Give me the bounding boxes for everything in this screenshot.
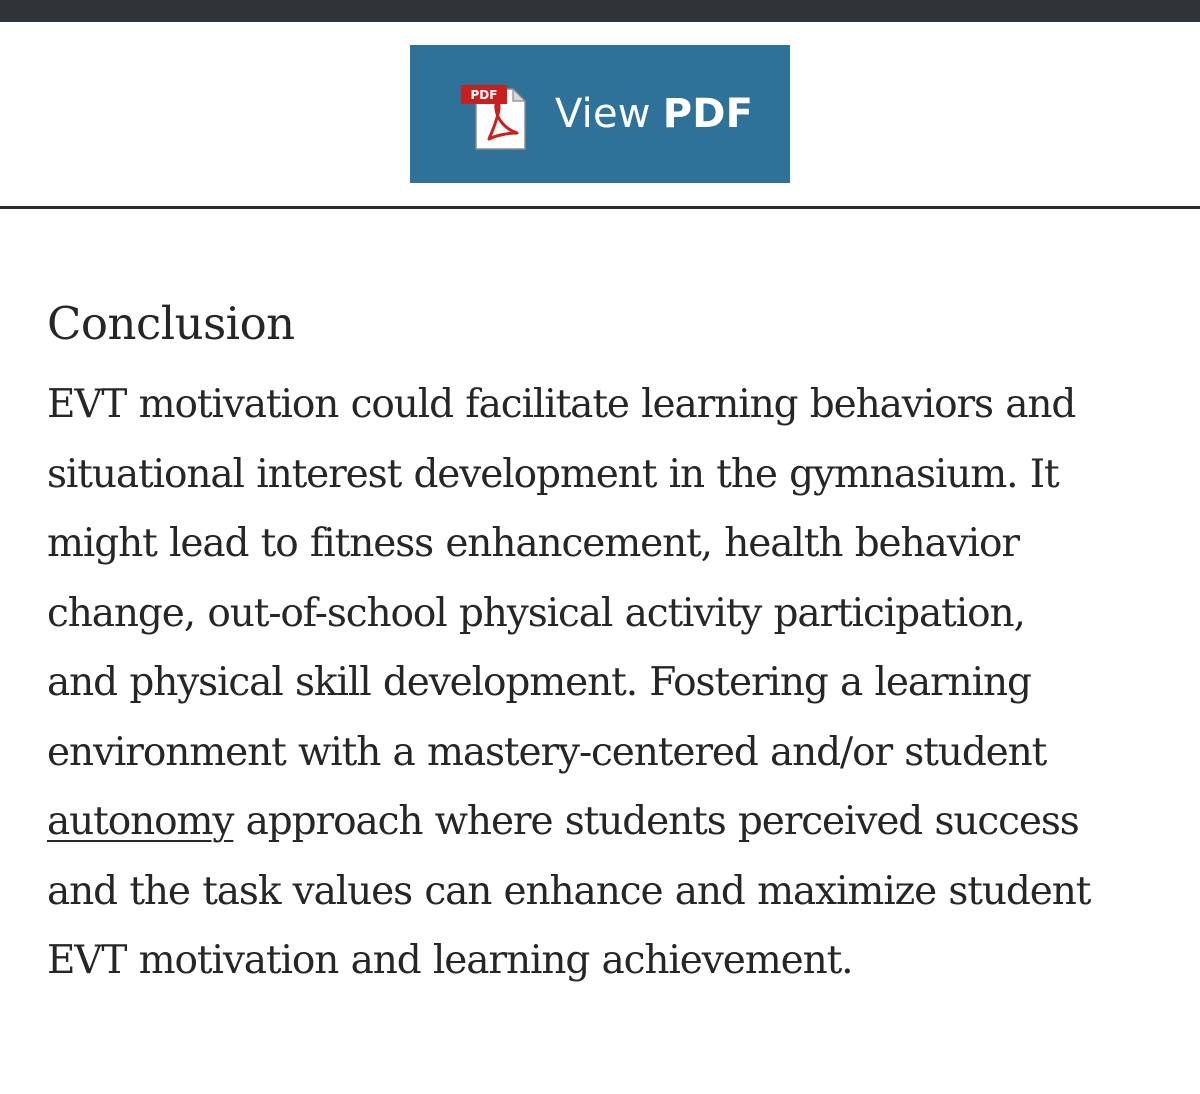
paragraph-line [47,787,1167,857]
pdf-button-row [0,22,1200,207]
paragraph-line: and the task values can enhance and maximize student [47,868,1091,914]
view-pdf-button[interactable] [410,45,790,183]
paragraph-line: environment with a mastery-centered and/or student [47,729,1047,775]
paragraph-line: EVT motivation could facilitate learning behaviors and [47,382,1076,427]
top-bar [0,0,1200,22]
paragraph-line-text: approach where students perceived success [233,799,1079,844]
pdf-word: PDF [662,91,754,137]
paragraph-line: change, out-of-school physical activity participation, [47,590,1025,636]
paragraph-line: might lead to fitness enhancement, health behavior [47,521,1019,566]
section-title: Conclusion [47,297,295,350]
paragraph-line: situational interest development in the gymnasium. It [47,451,1059,497]
paragraph-line: EVT motivation and learning achievement. [47,938,853,983]
view-pdf-label [555,45,753,183]
pdf-badge-text: PDF [470,88,498,102]
conclusion-section [47,290,1167,996]
section-divider [0,206,1200,209]
view-word: View [555,91,651,137]
conclusion-paragraph [47,370,1167,996]
pdf-file-icon [459,83,531,151]
paragraph-line: and physical skill development. Fostering a learning [47,660,1031,705]
autonomy-term-link[interactable]: autonomy [47,799,234,844]
